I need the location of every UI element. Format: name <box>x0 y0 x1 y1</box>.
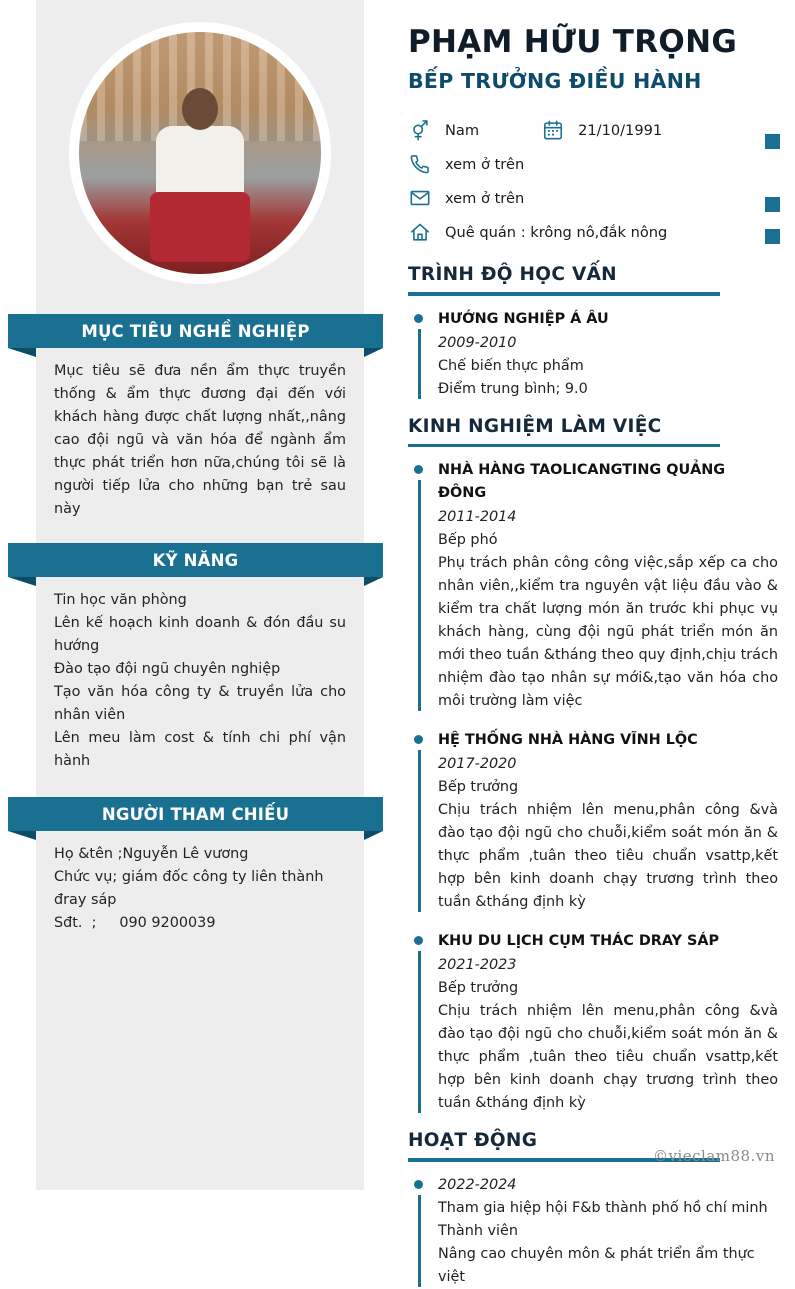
reference-line: Chức vụ; giám đốc công ty liên thành đray sáp <box>54 869 324 908</box>
person-name: PHẠM HỮU TRỌNG <box>408 24 738 60</box>
activities-title: HOẠT ĐỘNG <box>408 1130 538 1151</box>
experience-description: Chịu trách nhiệm lên menu,phân công &và đào tạo đội ngũ cho chuỗi,kiểm soát món ăn & thực phẩm ,tuân theo tiêu chuẩn vsattp,kết hợp bên kinh doanh chạy trương trình theo tuần &tháng định kỳ <box>438 1003 778 1111</box>
reference-line: Họ &tên ;Nguyễn Lê vương <box>54 846 249 862</box>
education-line: Điểm trung bình; 9.0 <box>438 380 588 397</box>
experience-role: Bếp phó <box>438 532 498 548</box>
timeline-line <box>418 480 421 711</box>
skill-item: Lên meu làm cost & tính chi phí vận hành <box>54 730 346 769</box>
employer-name: HỆ THỐNG NHÀ HÀNG VĨNH LỘC <box>438 732 698 748</box>
references-section <box>36 797 364 941</box>
timeline-line <box>418 329 421 399</box>
email-value: xem ở trên <box>445 189 525 207</box>
gender-value: Nam <box>445 121 480 139</box>
skill-item: Tạo văn hóa công ty & truyền lửa cho nhân viên <box>54 684 346 723</box>
experience-description: Chịu trách nhiệm lên menu,phân công &và đào tạo đội ngũ cho chuỗi,kiểm soát món ăn & thực phẩm ,tuân theo tiêu chuẩn vsattp,kết hợp bên kinh doanh chạy trương trình theo tuần &tháng định kỳ <box>438 802 778 910</box>
objective-body: Mục tiêu sẽ đưa nền ẩm thực truyền thống & ẩm thực đương đại đến với khách hàng được chất lượng nhất,,nâng cao đội ngũ và văn hóa để ngành ẩm thực phát triển hơn nữa,chúng tôi sẽ là người tiếp lửa cho những bạn trẻ sau này <box>54 363 346 517</box>
education-title: TRÌNH ĐỘ HỌC VẤN <box>408 264 617 285</box>
activity-entry <box>408 1174 778 1289</box>
contact-row-gender-birthday <box>408 113 778 147</box>
experience-entry <box>408 459 778 713</box>
education-line: Chế biến thực phẩm <box>438 357 584 374</box>
phone-value: xem ở trên <box>445 155 525 173</box>
birthday-value: 21/10/1991 <box>578 121 663 139</box>
photo-figure-head <box>182 88 218 130</box>
job-title: BẾP TRƯỞNG ĐIỀU HÀNH <box>408 69 702 93</box>
objective-title: MỤC TIÊU NGHỀ NGHIỆP <box>81 321 310 341</box>
activity-date: 2022-2024 <box>438 1176 517 1193</box>
experience-date: 2011-2014 <box>438 509 517 525</box>
activity-line: Thành viên <box>438 1222 519 1239</box>
experience-role: Bếp trưởng <box>438 980 519 996</box>
gender-symbol-icon <box>408 118 432 142</box>
section-underline <box>408 292 720 296</box>
envelope-icon <box>408 186 432 210</box>
main-column <box>408 22 778 1289</box>
skills-list <box>36 577 364 779</box>
experience-date: 2017-2020 <box>438 756 517 772</box>
profile-photo <box>69 22 331 284</box>
contact-block <box>408 113 778 249</box>
hometown-value: Quê quán : krông nô,đắk nông <box>445 223 668 241</box>
activity-line: Nâng cao chuyên môn & phát triển ẩm thực việt <box>438 1245 755 1285</box>
skills-title: KỸ NĂNG <box>152 550 239 570</box>
skill-item: Tin học văn phòng <box>54 592 187 608</box>
experience-date: 2021-2023 <box>438 957 517 973</box>
watermark: ©vieclam88.vn <box>652 1147 775 1165</box>
employer-name: NHÀ HÀNG TAOLICANGTING QUẢNG ĐÔNG <box>438 462 726 501</box>
activity-line: Tham gia hiệp hội F&b thành phố hồ chí minh <box>438 1199 768 1216</box>
experience-title: KINH NGHIỆM LÀM VIỆC <box>408 415 662 437</box>
skill-item: Lên kế hoạch kinh doanh & đón đầu su hướng <box>54 615 346 654</box>
timeline-bullet-icon <box>414 1180 423 1189</box>
photo-figure-apron <box>150 192 250 262</box>
objective-section <box>36 314 364 527</box>
education-date: 2009-2010 <box>438 334 517 351</box>
contact-row-phone <box>408 147 778 181</box>
timeline-bullet-icon <box>414 936 423 945</box>
objective-header-ribbon <box>8 314 383 348</box>
references-list <box>36 831 364 941</box>
education-section <box>408 264 778 401</box>
experience-description: Phụ trách phân công công việc,sắp xếp ca cho nhân viên,,kiểm tra nguyên vật liệu đầu vào & kiểm tra chất lượng món ăn trước khi phục vụ khách hàng, cùng đội ngũ phát triển món ăn mới theo tuần &tháng theo quy định,chịu trách nhiệm đào tạo nhân sự mới&,tạo văn hóa cho môi trường làm việc <box>438 555 778 709</box>
reference-line: Sđt. ; 090 9200039 <box>54 915 216 931</box>
references-title: NGƯỜI THAM CHIẾU <box>101 804 290 824</box>
skill-item: Đào tạo đội ngũ chuyên nghiệp <box>54 661 281 677</box>
section-underline <box>408 444 720 448</box>
contact-row-email <box>408 181 778 215</box>
timeline-line <box>418 1195 421 1287</box>
phone-icon <box>408 152 432 176</box>
skills-section <box>36 543 364 779</box>
timeline-bullet-icon <box>414 465 423 474</box>
calendar-icon <box>541 118 565 142</box>
profile-photo-image <box>69 22 331 284</box>
timeline-bullet-icon <box>414 735 423 744</box>
skills-header-ribbon <box>8 543 383 577</box>
sidebar <box>36 0 364 941</box>
experience-entry <box>408 930 778 1115</box>
timeline-bullet-icon <box>414 314 423 323</box>
experience-entry <box>408 729 778 914</box>
experience-role: Bếp trưởng <box>438 779 519 795</box>
home-icon <box>408 220 432 244</box>
employer-name: KHU DU LỊCH CỤM THÁC DRAY SÁP <box>438 933 720 949</box>
timeline-line <box>418 750 421 912</box>
contact-row-hometown <box>408 215 778 249</box>
experience-section <box>408 416 778 1116</box>
timeline-line <box>418 951 421 1113</box>
birthday-cell <box>541 118 662 142</box>
education-entry <box>408 308 778 401</box>
school-name: HƯỚNG NGHIỆP Á ÂU <box>438 310 609 327</box>
references-header-ribbon <box>8 797 383 831</box>
